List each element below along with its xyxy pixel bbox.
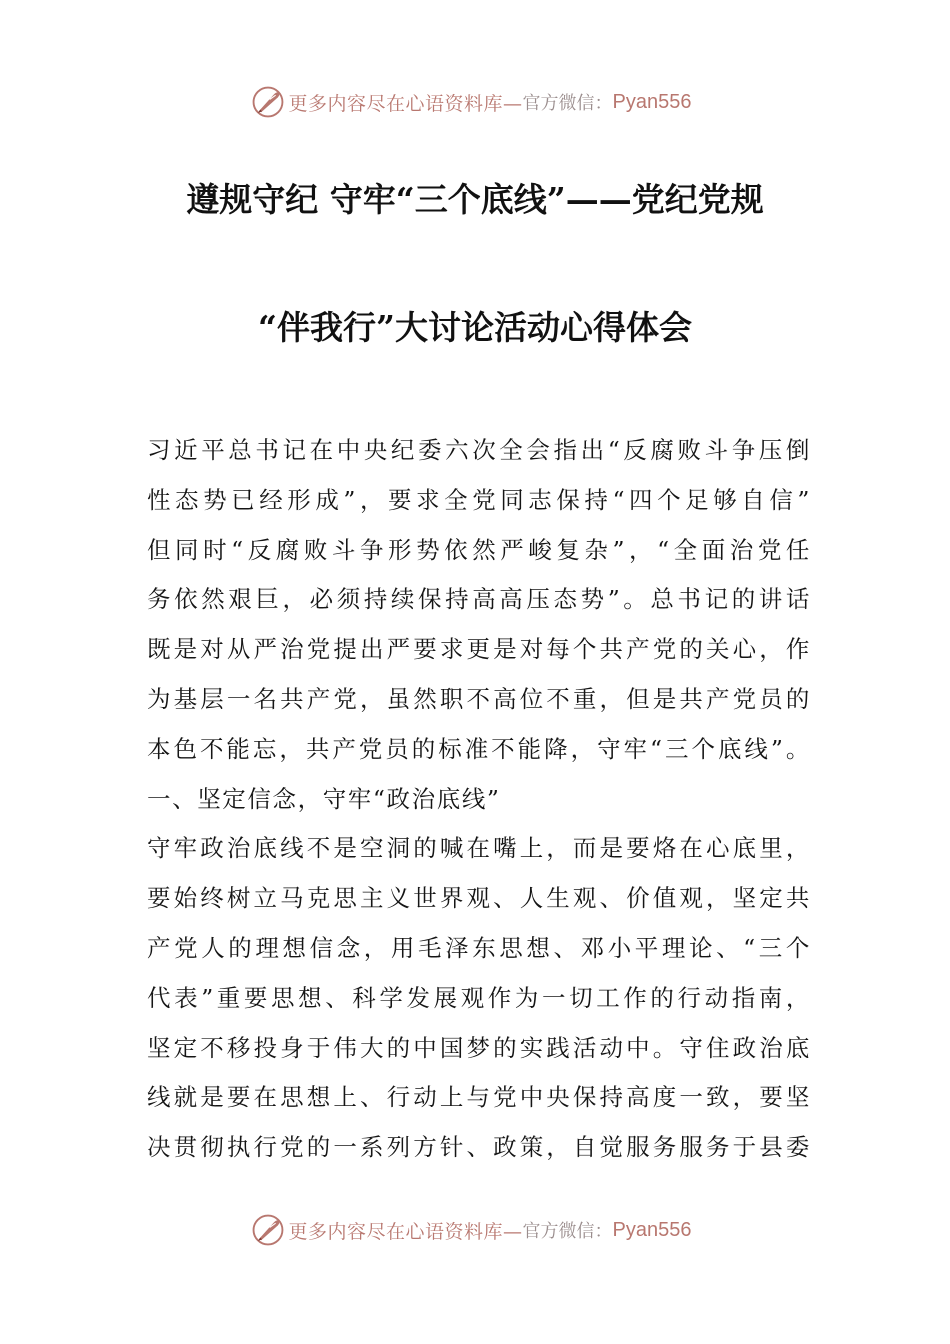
document-title-line-2: “伴我行”大讨论活动心得体会: [258, 308, 692, 347]
pen-quill-logo-icon: [251, 85, 285, 119]
body-line: 本色不能忘，共产党员的标准不能降，守牢“三个底线”。: [147, 734, 811, 763]
header-watermark: [0, 82, 950, 122]
watermark-contact-label: 官方微信：: [522, 93, 613, 114]
body-line: 为基层一名共产党，虽然职不高位不重，但是共产党员的: [147, 684, 811, 713]
body-line: 守牢政治底线不是空洞的喊在嘴上，而是要烙在心底里，: [147, 834, 811, 863]
section-heading: 一、坚定信念，守牢“政治底线”: [147, 784, 501, 813]
document-title-line-1: 遵规守纪 守牢“三个底线”——党纪党规: [186, 180, 764, 219]
body-line: 要始终树立马克思主义世界观、人生观、价值观，坚定共: [147, 884, 811, 913]
document-body: [147, 426, 811, 1173]
body-line: 产党人的理想信念，用毛泽东思想、邓小平理论、“三个: [147, 933, 811, 962]
watermark-text: 更多内容尽在心语资料库—: [288, 1220, 523, 1243]
body-line: 性态势已经形成”，要求全党同志保持“四个足够自信”: [147, 485, 811, 514]
watermark-contact-label: 官方微信：: [522, 1221, 613, 1242]
body-line: 线就是要在思想上、行动上与党中央保持高度一致，要坚: [147, 1083, 811, 1112]
watermark-contact-id: Pyan556: [612, 1218, 692, 1241]
body-line: 决贯彻执行党的一系列方针、政策，自觉服务服务于县委: [147, 1133, 811, 1162]
watermark-contact-id: Pyan556: [612, 90, 692, 113]
watermark-text: 更多内容尽在心语资料库—: [288, 92, 523, 115]
body-line: 务依然艰巨，必须持续保持高高压态势”。总书记的讲话: [147, 585, 811, 614]
pen-quill-logo-icon: [251, 1213, 285, 1247]
body-line: 但同时“反腐败斗争形势依然严峻复杂”，“全面治党任: [147, 535, 811, 564]
body-line: 习近平总书记在中央纪委六次全会指出“反腐败斗争压倒: [147, 436, 811, 464]
footer-watermark: [0, 1210, 950, 1250]
body-line: 既是对从严治党提出严要求更是对每个共产党的关心，作: [147, 635, 811, 664]
body-line: 坚定不移投身于伟大的中国梦的实践活动中。守住政治底: [147, 1033, 811, 1062]
body-line: 代表”重要思想、科学发展观作为一切工作的行动指南，: [147, 983, 811, 1012]
